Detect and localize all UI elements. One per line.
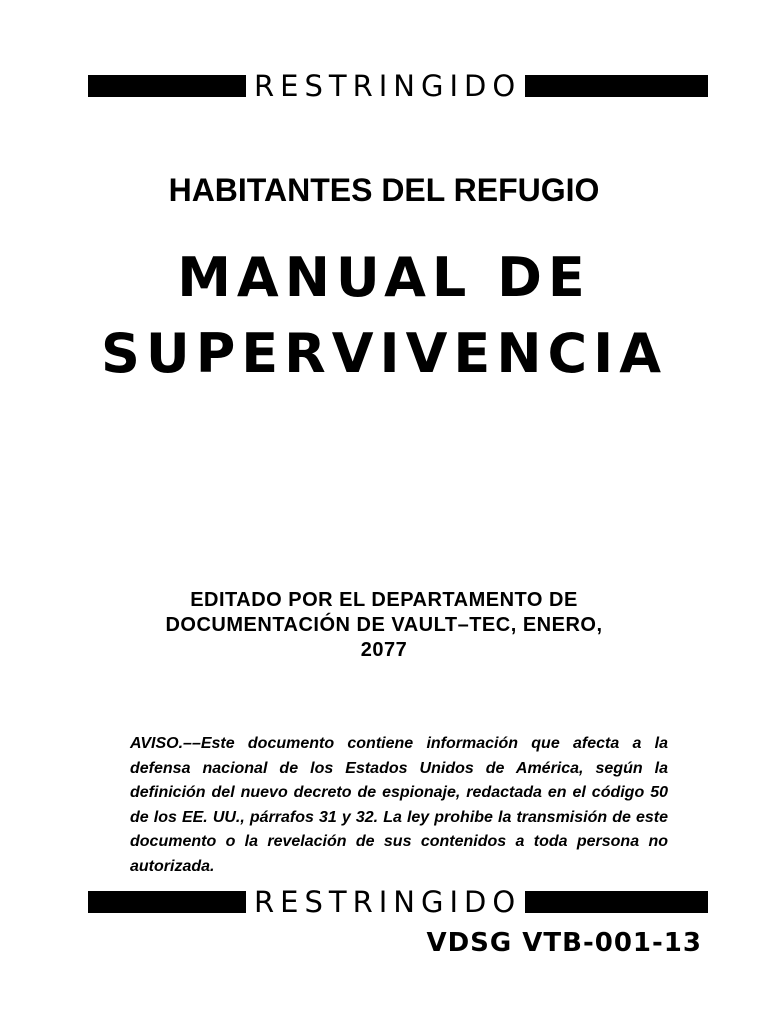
banner-bar-right [525, 75, 708, 97]
restricted-banner-bottom [88, 886, 708, 918]
banner-bar-right [525, 891, 708, 913]
title-line-2: SUPERVIVENCIA [100, 322, 668, 385]
document-title [0, 240, 768, 392]
banner-bar-left [88, 891, 246, 913]
editor-line-2: DOCUMENTACIÓN DE VAULT–TEC, ENERO, [165, 614, 603, 636]
banner-bar-left [88, 75, 246, 97]
restricted-banner-top [88, 70, 708, 102]
title-line-1: MANUAL DE [177, 246, 591, 309]
editor-credit [120, 588, 648, 663]
editor-line-1: EDITADO POR EL DEPARTAMENTO DE [190, 589, 578, 611]
restricted-label-bottom: RESTRINGIDO [254, 885, 522, 919]
notice-paragraph: AVISO.––Este documento contiene información que afecta a la defensa nacional de los Estados Unidos de América, según la definición del nuevo decreto de espionaje, redactada en el código 50 de los EE. UU., párrafos 31 y 32. La ley prohibe la transmisión de este documento o la revelación de sus contenidos a toda persona no autorizada. [130, 735, 668, 875]
document-code: VDSG VTB-001-13 [426, 928, 702, 958]
restricted-label-top: RESTRINGIDO [254, 69, 522, 103]
document-subtitle: HABITANTES DEL REFUGIO [168, 172, 600, 208]
editor-line-3: 2077 [360, 639, 408, 661]
